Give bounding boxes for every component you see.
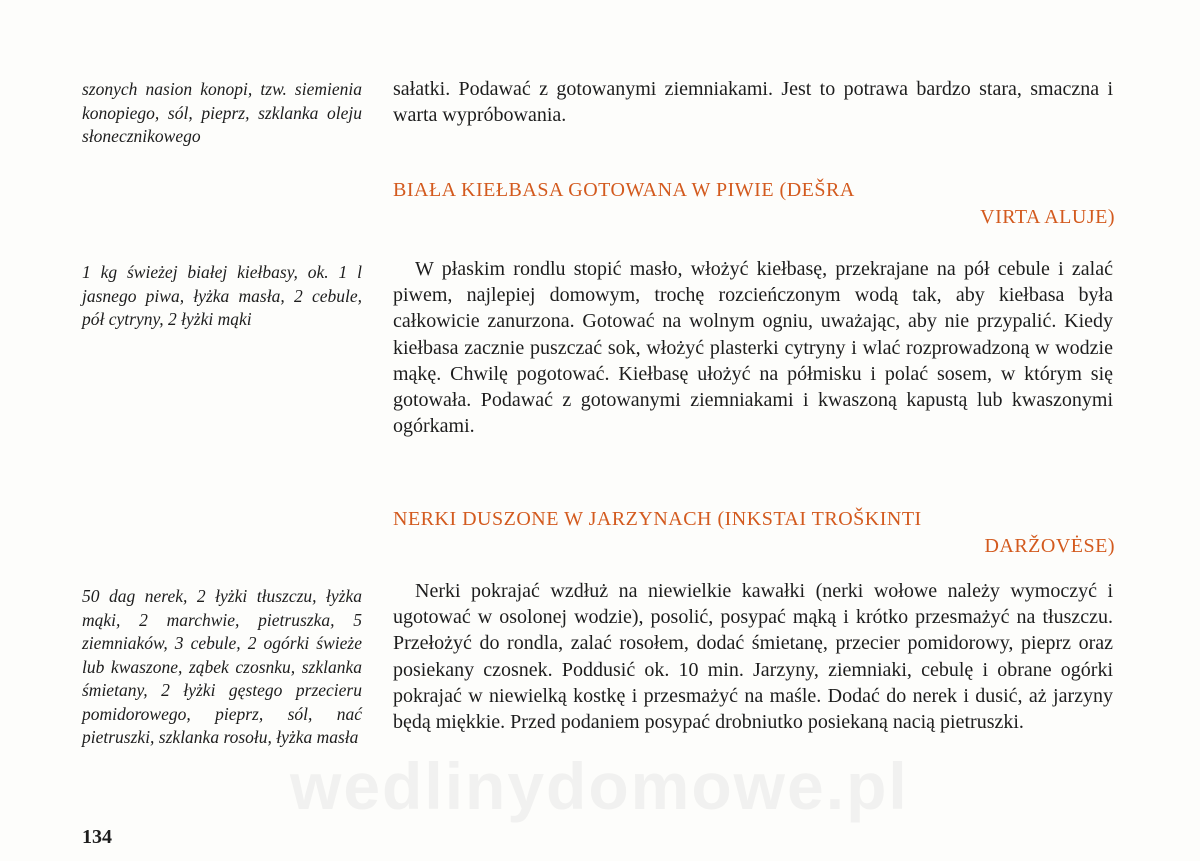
recipe-text-biala-kielbasa: W płaskim rondlu stopić masło, włożyć kiełbasę, przekrajane na pół cebule i zalać piwem, najlepiej domowym, trochę rozcieńczonym wodą tak, aby kiełbasa była całkowicie zanurzona. Gotować na wolnym ogniu, uważając, aby nie przypalić. Kiedy kiełbasa zacznie puszczać sok, włożyć plasterki cytryny i wlać rozprowadzoną w wodzie mąkę. Chwilę pogotować. Kiełbasę ułożyć na półmisku i polać sosem, w którym się gotowała. Podawać z gotowanymi ziemniakami i kwaszoną kapustą lub kwaszonymi ogórkami.	[393, 258, 1113, 438]
recipe-text-nerki: Nerki pokrajać wzdłuż na niewielkie kawałki (nerki wołowe należy wymoczyć i ugotować w osolonej wodzie), posolić, posypać mąką i krótko przesmażyć na tłuszczu. Przełożyć do rondla, zalać rosołem, dodać śmietanę, przecier pomidorowy, pieprz oraz posiekany czosnek. Poddusić ok. 10 min. Jarzyny, ziemniaki, cebulę i obrane ogórki pokrajać w niewielką kostkę i przesmażyć na maśle. Dodać do nerek i dusić, aż jarzyny będą miękkie. Przed podaniem posypać drobniutko posiekaną nacią pietruszki.	[393, 580, 1113, 734]
recipe-title-line-2: VIRTA ALUJE)	[980, 206, 1115, 228]
recipe-title-biala-kielbasa	[393, 177, 1115, 231]
ingredients-nerki: 50 dag nerek, 2 łyżki tłuszczu, łyżka mąki, 2 marchwie, pietruszka, 5 ziemniaków, 3 cebule, 2 ogórki świeże lub kwaszone, ząbek czosnku, szklanka śmietany, 2 łyżki gęstego przecieru pomidorowego, pieprz, sól, nać pietruszki, szklanka rosołu, łyżka masła	[82, 586, 362, 747]
page-number: 134	[82, 826, 112, 848]
recipe-title-line-2: DARŽOVĖSE)	[984, 535, 1115, 557]
ingredients-continued: szonych nasion konopi, tzw. siemienia konopiego, sól, pieprz, szklanka oleju słonecznikowego	[82, 79, 362, 146]
previous-recipe-ending: sałatki. Podawać z gotowanymi ziemniakami. Jest to potrawa bardzo stara, smaczna i warta wypróbowania.	[393, 78, 1113, 127]
recipe-title-line-1: BIAŁA KIEŁBASA GOTOWANA W PIWIE (DEŠRA	[393, 179, 855, 201]
recipe-title-nerki-duszone	[393, 506, 1115, 560]
watermark-text: wedlinydomowe.pl	[290, 749, 909, 823]
ingredients-biala-kielbasa: 1 kg świeżej białej kiełbasy, ok. 1 l jasnego piwa, łyżka masła, 2 cebule, pół cytryny, 2 łyżki mąki	[82, 262, 362, 329]
recipe-title-line-1: NERKI DUSZONE W JARZYNACH (INKSTAI TROŠKINTI	[393, 508, 922, 530]
